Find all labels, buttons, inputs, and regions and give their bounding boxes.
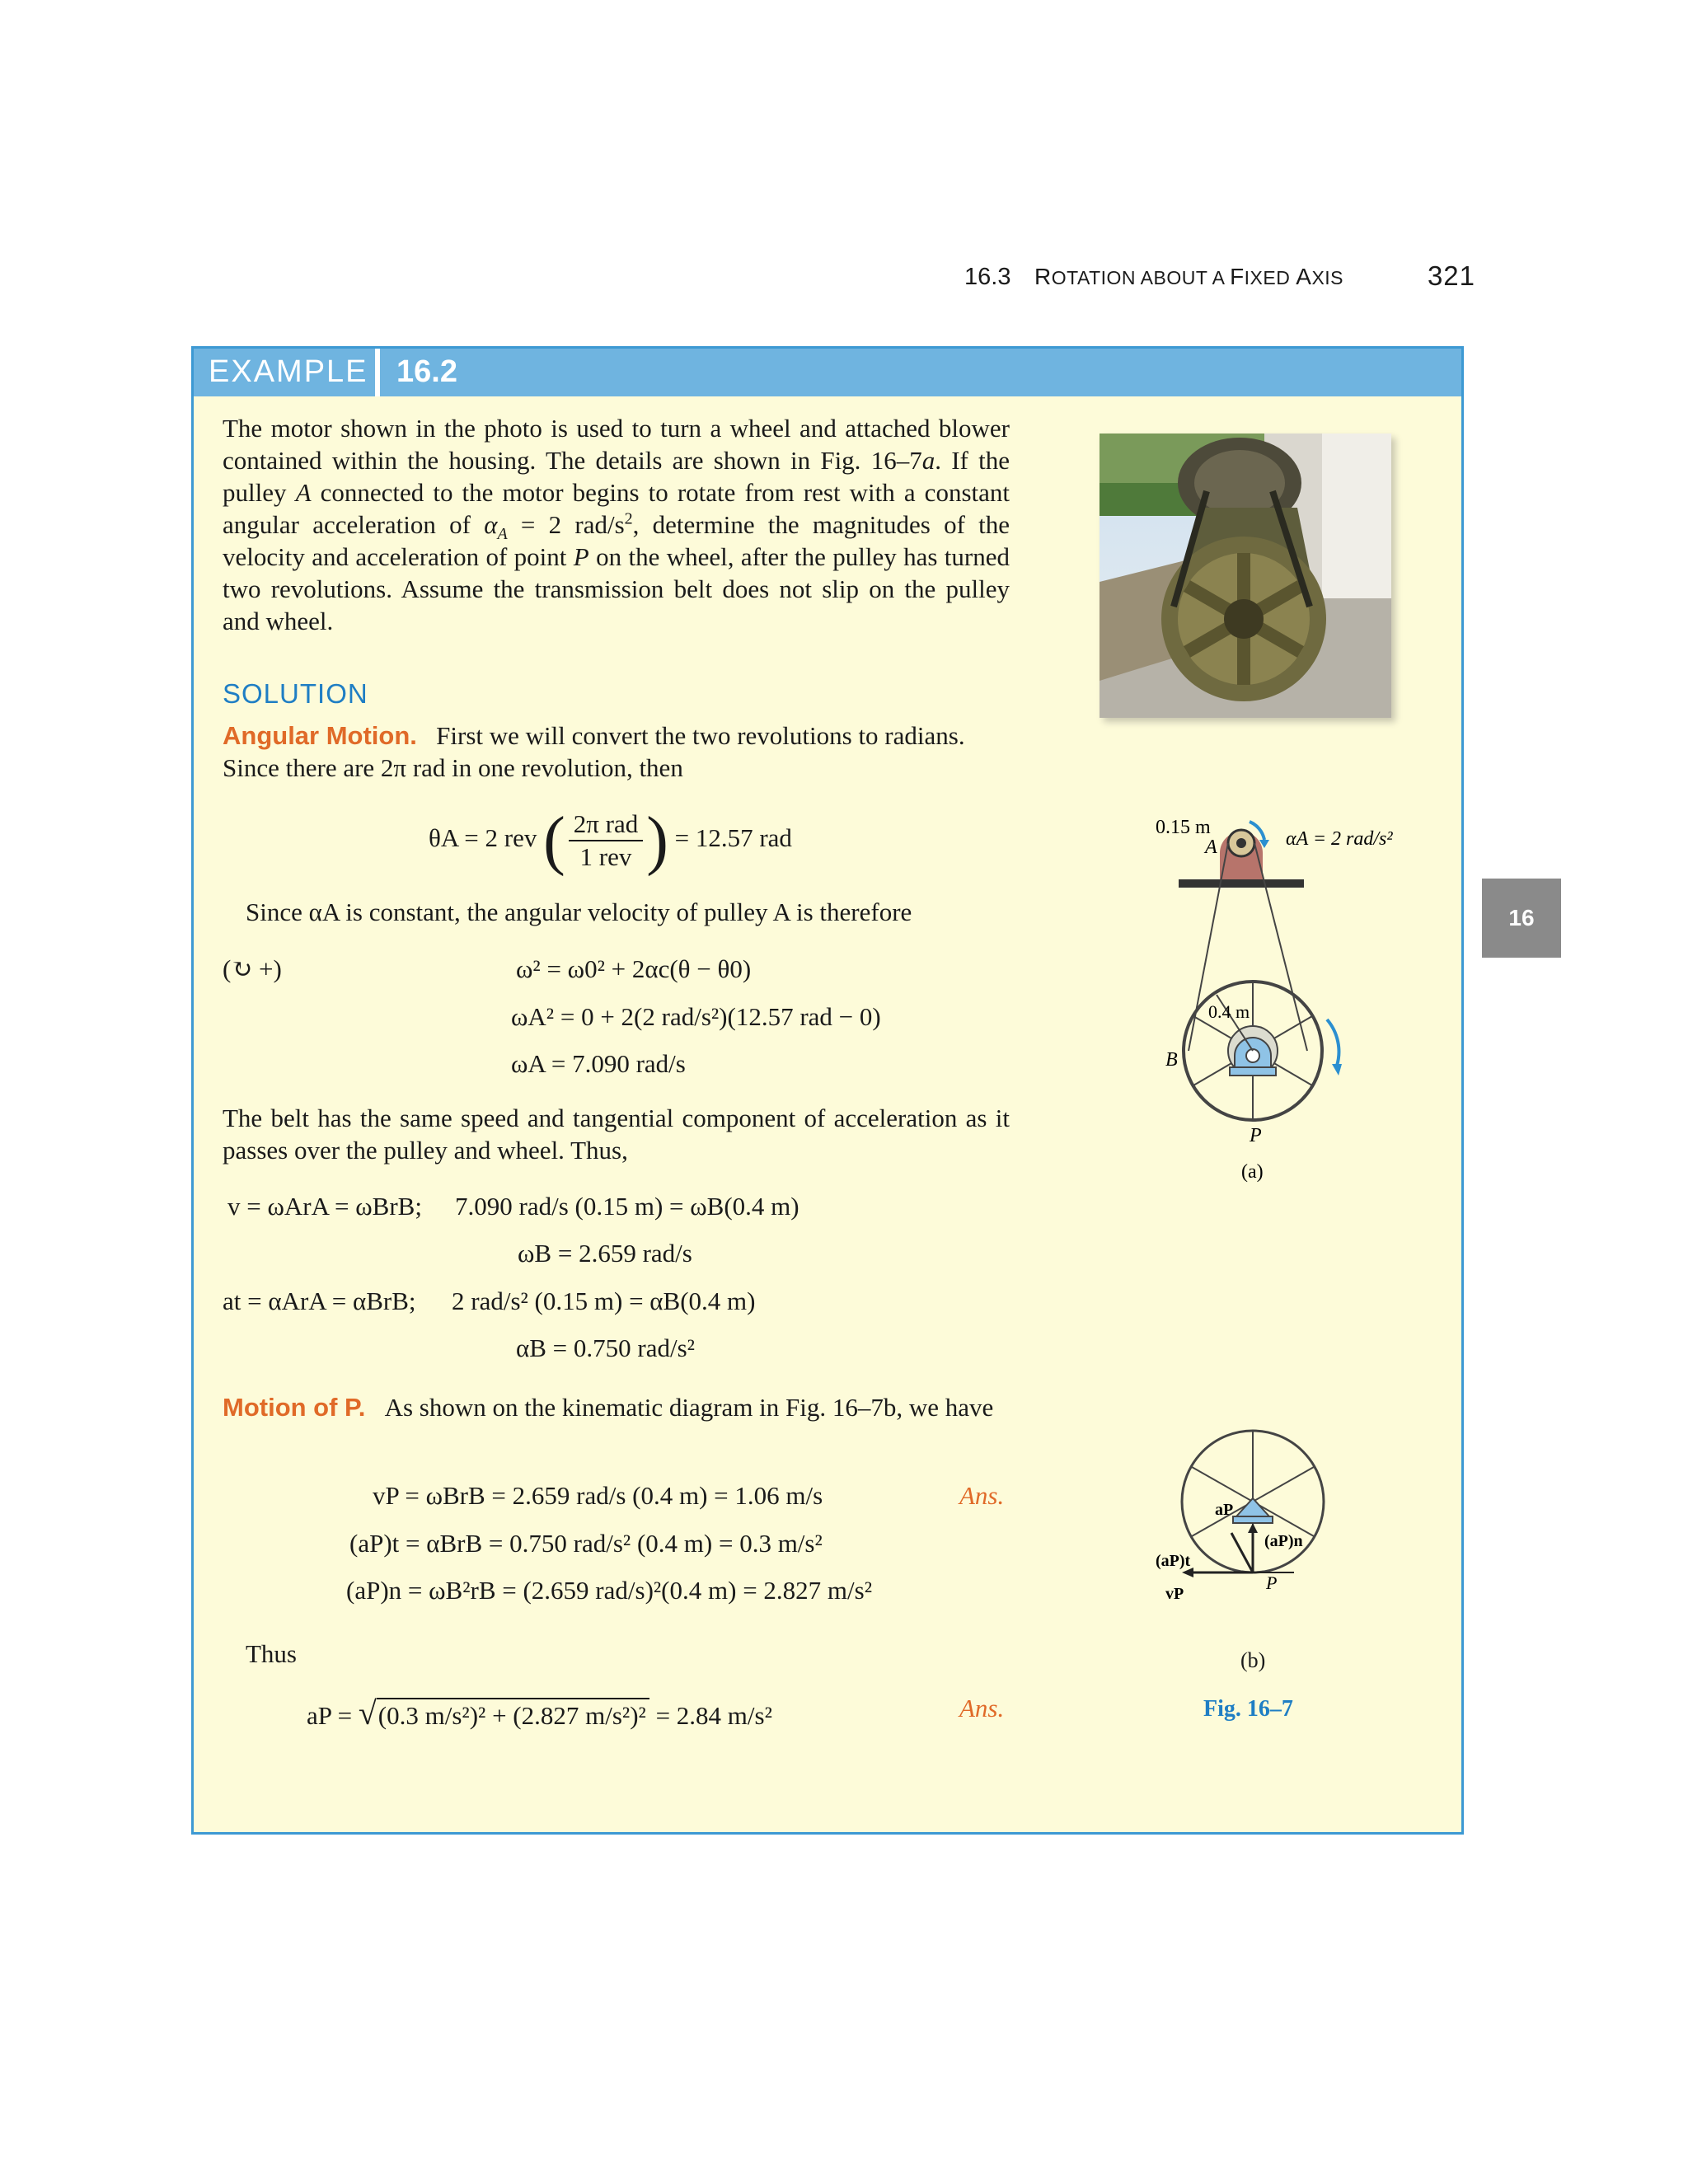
label-b: B [1165,1049,1178,1071]
equation-4-left: v = ωArA = ωBrB; [227,1192,422,1221]
equation-9: (aP)t = αBrB = 0.750 rad/s² (0.4 m) = 0.3 m/s² [349,1529,823,1558]
label-p-b: P [1266,1572,1278,1593]
equation-theta: θA = 2 rev ( $\frac{\text{2π rad}}{\text{1 rev}}$ ) = 12.57 rad [429,804,792,877]
solution-heading: SOLUTION [223,678,368,709]
figure-title: Fig. 16–7 [1203,1696,1293,1722]
problem-statement: The motor shown in the photo is used to turn a wheel and attached blower contained within the housing. The details are shown in Fig. 16–7a. If the pulley A connected to the motor begins to rotate from rest with a constant angular acceleration of $\alpha_A = 2$ rad/$s^2$, determine the magnitudes of the velocity and acceleration of point P on the wheel, after the pulley has turned two revolutions. Assume the transmission belt does not slip on the pulley and wheel. [223,414,1010,635]
caption-b: (b) [1240,1648,1266,1672]
sign-convention: (↻ +) [223,954,282,983]
motion-p-heading: Motion of P. [223,1393,366,1422]
equation-11: aP = √(0.3 m/s²)² + (2.827 m/s²)² = 2.84 m/s² [307,1694,772,1732]
equation-8: vP = ωBrB = 2.659 rad/s (0.4 m) = 1.06 m/s [373,1481,823,1510]
equation-1: ω² = ω0² + 2αc(θ − θ0) [516,954,752,983]
figure-a-pulley-diagram [1154,804,1434,1191]
thus-label: Thus [246,1639,297,1668]
label-ra: 0.15 m [1156,817,1211,838]
example-label: EXAMPLE [209,354,368,389]
label-vp: vP [1165,1585,1184,1603]
equation-6-right: 2 rad/s² (0.15 m) = αB(0.4 m) [452,1286,756,1315]
header-divider [375,349,380,396]
equation-10: (aP)n = ωB²rB = (2.659 rad/s)²(0.4 m) = 2.827 m/s² [346,1576,873,1605]
angular-motion-heading: Angular Motion. [223,721,417,750]
label-a: A [1205,837,1217,858]
belt-paragraph: The belt has the same speed and tangential component of acceleration as it passes over the pulley and wheel. Thus, [223,1104,1010,1165]
equation-4-right: 7.090 rad/s (0.15 m) = ωB(0.4 m) [455,1192,799,1221]
label-p: P [1250,1125,1262,1146]
answer-mark-2: Ans. [959,1694,1005,1722]
section-number: 16.3 [964,264,1011,290]
answer-mark-1: Ans. [959,1481,1005,1510]
label-ap: aP [1215,1501,1234,1519]
caption-a: (a) [1241,1161,1264,1183]
equation-2: ωA² = 0 + 2(2 rad/s²)(12.57 rad − 0) [511,1002,881,1031]
example-number: 16.2 [396,354,457,389]
since-paragraph: Since αA is constant, the angular velocity of pulley A is therefore [246,898,912,926]
running-head [964,260,1475,302]
label-apn: (aP)n [1264,1532,1303,1550]
figure-b-kinematic-diagram [1156,1426,1360,1624]
label-alpha: αA = 2 rad/s² [1286,828,1393,850]
equation-6-left: at = αArA = αBrB; [223,1286,416,1315]
chapter-tab: 16 [1482,879,1561,958]
label-apt: (aP)t [1156,1552,1191,1570]
equation-5: ωB = 2.659 rad/s [518,1239,692,1268]
section-title: ROTATION ABOUT A FIXED AXIS [1034,264,1344,289]
motor-photo [1100,434,1391,718]
page-number: 321 [1427,260,1475,291]
motion-p-paragraph [223,1391,1014,1423]
equation-3: ωA = 7.090 rad/s [511,1049,686,1078]
angular-motion-paragraph [223,719,1014,784]
angular-motion-text: First we will convert the two revolutions to radians. Since there are 2π rad in one revolution, then [223,721,965,782]
example-header [194,349,1461,396]
equation-7: αB = 0.750 rad/s² [516,1333,695,1362]
label-rb: 0.4 m [1208,1001,1250,1022]
motion-p-text: As shown on the kinematic diagram in Fig. 16–7b, we have [384,1393,994,1422]
